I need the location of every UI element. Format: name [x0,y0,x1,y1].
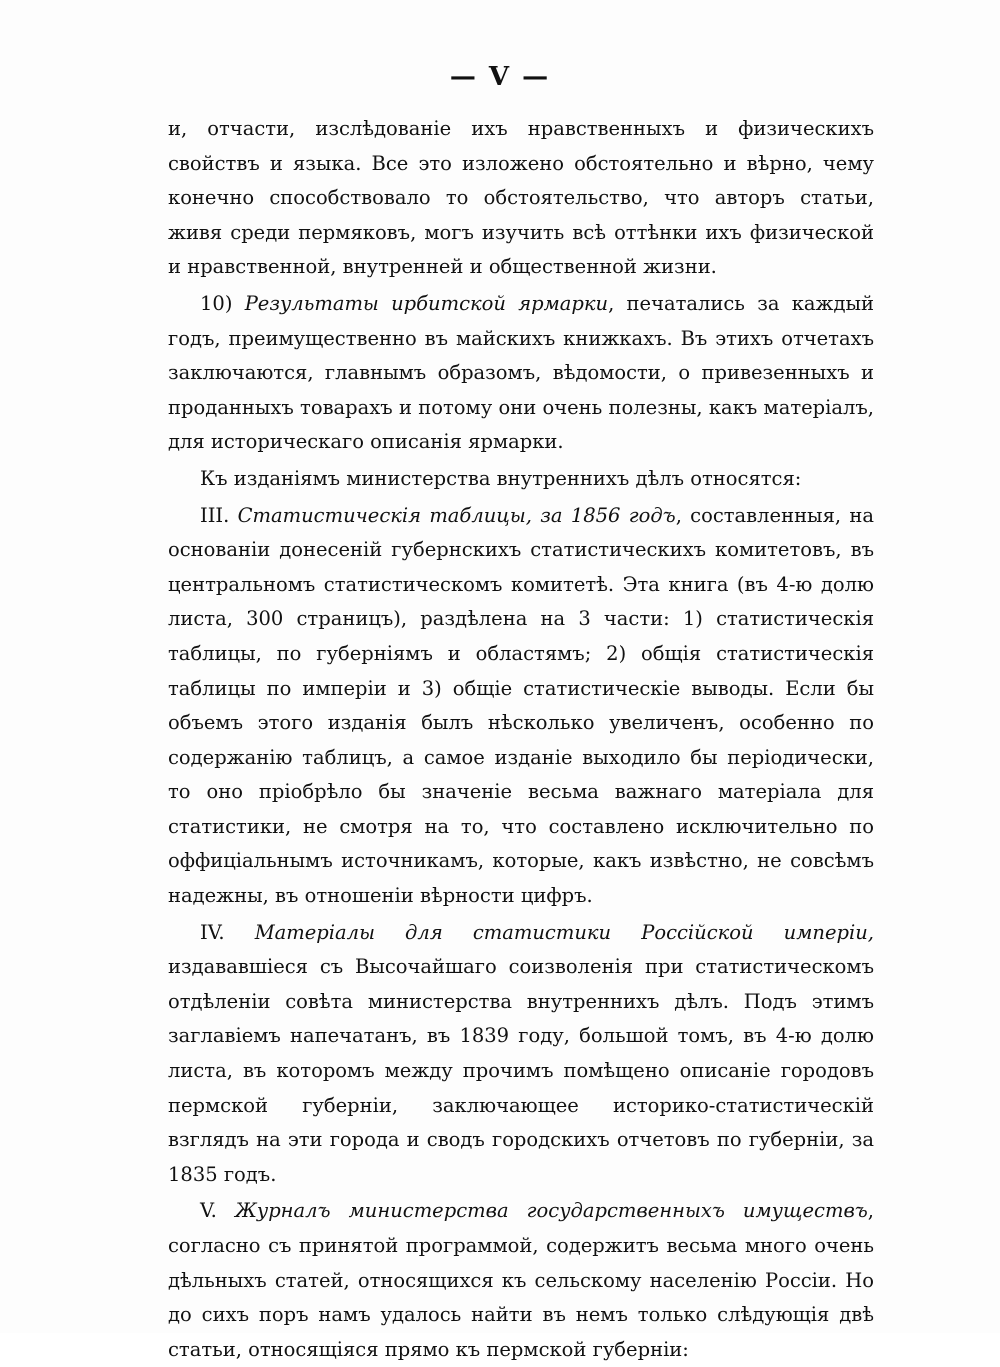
paragraph-ministry-intro: Къ изданіямъ министерства внутреннихъ дѣлъ относятся: [200,466,802,490]
item-title: Матеріалы для статистики Россійской имперіи, [254,920,874,944]
page-header: — V — [449,62,551,92]
paragraph-statistical-tables: III. Статистическія таблицы, за 1856 годъ, составленныя, на основаніи донесеній губернскихъ статистическихъ комитетовъ, въ центральномъ статистическомъ комитетѣ. Эта книга (въ 4-ю долю листа, 300 страницъ), раздѣлена на 3 части: 1) статистическія таблицы, по губерніямъ и областямъ; 2) общія статистическія таблицы по имперіи и 3) общіе статистическіе выводы. Если бы объемъ этого изданія былъ нѣсколько увеличенъ, особенно по содержанію таблицъ, а самое изданіе выходило бы періодически, то оно пріобрѣло бы значеніе весьма важнаго матеріала для статистики, не смотря на то, что составлено исключительно по оффиціальнымъ источникамъ, которые, какъ извѣстно, не совсѣмъ надежны, въ отношеніи вѣрности цифръ. [168,503,874,908]
paragraph-state-property-journal: V. Журналъ министерства государственныхъ имуществъ, согласно съ принятой программой, содержитъ весьма много очень дѣльныхъ статей, относящихся къ сельскому населенію Россіи. Но до сихъ поръ намъ удалось найти въ немъ только слѣдующія двѣ статьи, относящіяся прямо къ пермской губерніи: [168,1199,874,1361]
paragraph-statistics-materials: IV. Матеріалы для статистики Россійской имперіи, издававшіеся съ Высочайшаго соизволенія при статистическомъ отдѣленіи совѣта министерства внутреннихъ дѣлъ. Подъ этимъ заглавіемъ напечатанъ, въ 1839 году, большой томъ, въ 4-ю долю листа, въ которомъ между прочимъ помѣщено описаніе городовъ пермской губерніи, заключающее историко-статистическій взглядъ на эти города и сводъ городскихъ отчетовъ по губерніи, за 1835 годъ. [168,920,874,1186]
item-number: V. [200,1199,217,1223]
item-number: 10) [200,291,233,315]
paragraph-irbit-fair: 10) Результаты ирбитской ярмарки, печатались за каждый годъ, преимущественно въ майскихъ книжкахъ. Въ этихъ отчетахъ заключаются, главнымъ образомъ, вѣдомости, о привезенныхъ и проданныхъ товарахъ и потому они очень полезны, какъ матеріалъ, для историческаго описанія ярмарки. [168,291,874,454]
item-title: Результаты ирбитской ярмарки [244,291,609,315]
item-number: IV. [200,920,225,944]
body-text [168,112,874,1367]
item-number: III. [200,503,230,527]
item-title: Статистическія таблицы, за 1856 годъ [237,503,676,527]
paragraph-continuation: и, отчасти, изслѣдованіе ихъ нравственныхъ и физическихъ свойствъ и языка. Все это изложено обстоятельно и вѣрно, чему конечно способствовало то обстоятельство, что авторъ статьи, живя среди пермяковъ, могъ изучить всѣ оттѣнки ихъ физической и нравственной, внутренней и общественной жизни. [168,117,874,279]
item-title: Журналъ министерства государственныхъ имуществъ [234,1199,868,1223]
